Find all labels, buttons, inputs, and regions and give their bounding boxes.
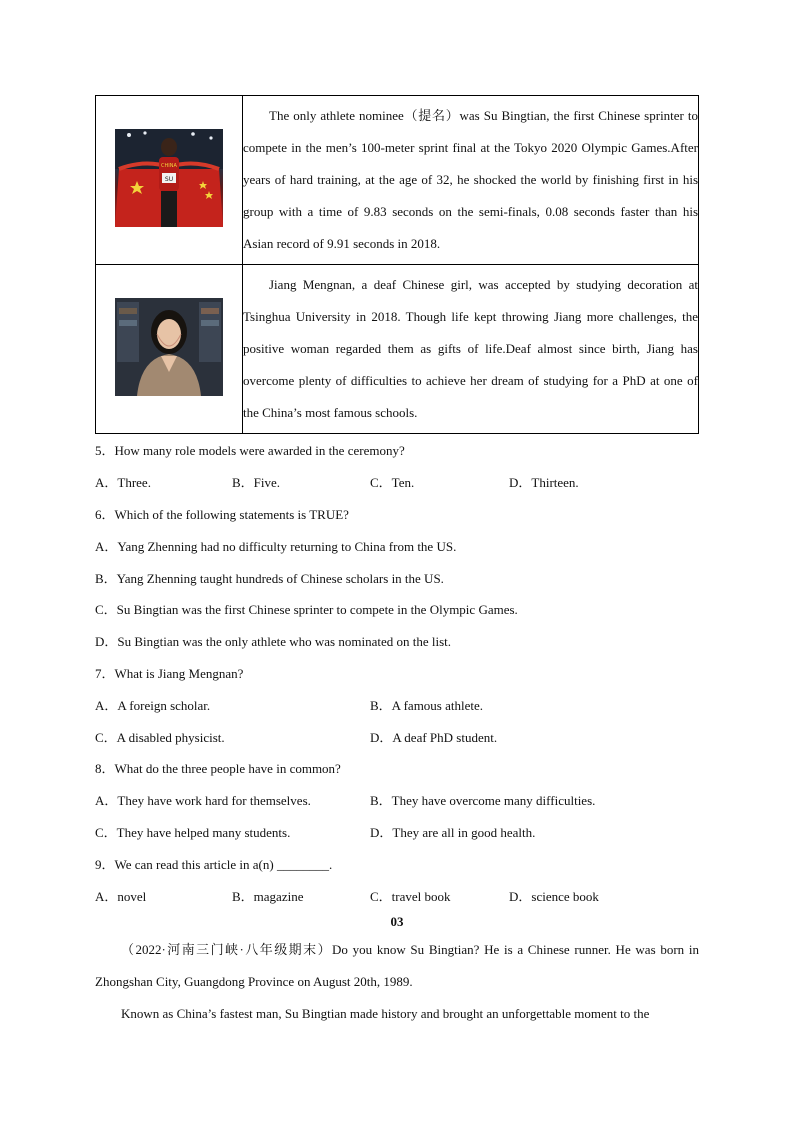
student-photo — [115, 298, 223, 396]
svg-text:SU: SU — [164, 176, 174, 183]
su-bingtian-description: The only athlete nominee（提名）was Su Bingtian, the first Chinese sprinter to compete in the men’s 100-meter sprint final at the Tokyo 2020 Olympic Games.After years of hard training, at the age of 32, he shocked the world by finishing first in his group with a time of 9.83 seconds on the semi-finals, 0.08 seconds faster than his Asian record of 9.91 seconds in 2018. — [243, 108, 698, 251]
question-7-option-d: D．A deaf PhD student. — [370, 730, 498, 745]
question-8-stem: 8．What do the three people have in common? — [95, 761, 341, 776]
athlete-photo-art — [115, 129, 223, 227]
question-8-option-c: C．They have helped many students. — [95, 825, 291, 840]
question-9-option-b: B．magazine — [232, 889, 304, 904]
passage-paragraph: （2022·河南三门峡·八年级期末）Do you know Su Bingtian? He is a Chinese runner. He was born in Zhongshan City, Guangdong Province on August 20th, 1989. — [95, 942, 699, 989]
question-8-option-a: A．They have work hard for themselves. — [95, 793, 311, 808]
question-6-stem: 6．Which of the following statements is TRUE? — [95, 507, 349, 522]
question-6-option-c: C．Su Bingtian was the first Chinese sprinter to compete in the Olympic Games. — [95, 602, 518, 617]
question-5-option-a: A．Three. — [95, 475, 151, 490]
svg-text:CHINA: CHINA — [161, 163, 177, 169]
table-row — [96, 96, 699, 265]
question-6-option-b: B．Yang Zhenning taught hundreds of Chinese scholars in the US. — [95, 571, 444, 586]
question-5-option-b: B．Five. — [232, 475, 281, 490]
table-row — [96, 265, 699, 434]
student-photo-art — [115, 298, 223, 396]
profile-text-cell — [243, 265, 699, 434]
question-7-option-a: A．A foreign scholar. — [95, 698, 211, 713]
question-6-option-a: A．Yang Zhenning had no difficulty returning to China from the US. — [95, 539, 457, 554]
question-9-stem: 9．We can read this article in a(n) ________. — [95, 857, 333, 872]
question-5-option-d: D．Thirteen. — [509, 475, 579, 490]
profiles-table — [95, 95, 699, 434]
question-7-stem: 7．What is Jiang Mengnan? — [95, 666, 244, 681]
section-number: 03 — [390, 914, 404, 929]
question-7-option-b: B．A famous athlete. — [370, 698, 484, 713]
question-8-option-d: D．They are all in good health. — [370, 825, 536, 840]
question-9-option-d: D．science book — [509, 889, 599, 904]
profile-text-cell — [243, 96, 699, 265]
question-7-option-c: C．A disabled physicist. — [95, 730, 225, 745]
athlete-photo — [115, 129, 223, 227]
photo-cell — [96, 265, 243, 434]
passage-paragraph: Known as China’s fastest man, Su Bingtian made history and brought an unforgettable moment to the — [121, 1006, 650, 1021]
question-9-option-c: C．travel book — [370, 889, 451, 904]
question-5-option-c: C．Ten. — [370, 475, 415, 490]
question-9-option-a: A．novel — [95, 889, 147, 904]
photo-cell — [96, 96, 243, 265]
question-5-stem: 5．How many role models were awarded in the ceremony? — [95, 443, 405, 458]
jiang-mengnan-description: Jiang Mengnan, a deaf Chinese girl, was accepted by studying decoration at Tsinghua University in 2018. Though life kept throwing Jiang more challenges, the positive woman regarded them as gifts of life.Deaf almost since birth, Jiang has overcome plenty of difficulties to achieve her dream of studying for a PhD at one of the China’s most famous schools. — [243, 277, 698, 420]
question-8-option-b: B．They have overcome many difficulties. — [370, 793, 596, 808]
question-6-option-d: D．Su Bingtian was the only athlete who was nominated on the list. — [95, 634, 452, 649]
